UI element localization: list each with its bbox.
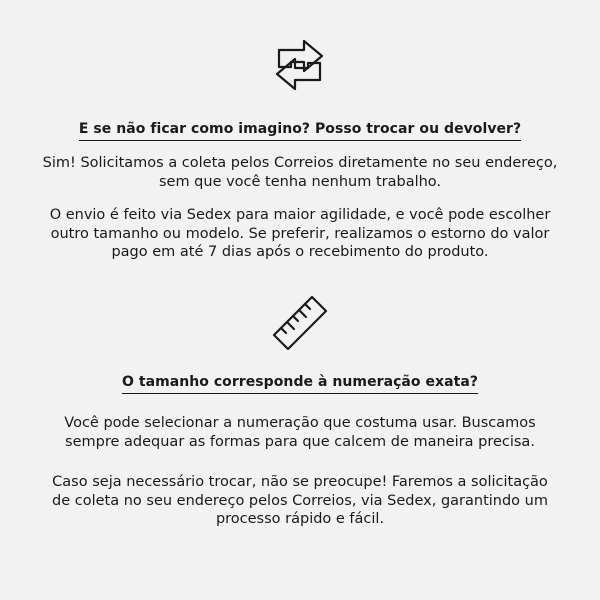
- paragraph-line: de coleta no seu endereço pelos Correios, via Sedex, garantindo um: [52, 492, 548, 509]
- question-text: O tamanho corresponde à numeração exata?: [122, 374, 478, 394]
- question-heading-exchange: [0, 121, 600, 141]
- paragraph-line: Sim! Solicitamos a coleta pelos Correios diretamente no seu endereço,: [42, 155, 558, 171]
- question-heading-size: [0, 374, 600, 394]
- answer-paragraph: [30, 206, 570, 262]
- paragraph-line: O envio é feito via Sedex para maior agilidade, e você pode escolher: [49, 207, 551, 223]
- answer-paragraph: [30, 154, 570, 191]
- paragraph-line: sempre adequar as formas para que calcem de maneira precisa.: [65, 433, 535, 450]
- question-text: E se não ficar como imagino? Posso trocar ou devolver?: [79, 121, 521, 141]
- answer-paragraph: [30, 414, 570, 451]
- paragraph-line: outro tamanho ou modelo. Se preferir, realizamos o estorno do valor: [50, 225, 550, 242]
- paragraph-line: processo rápido e fácil.: [215, 511, 385, 527]
- paragraph-line: sem que você tenha nenhum trabalho.: [158, 173, 442, 190]
- paragraph-line: Você pode selecionar a numeração que costuma usar. Buscamos: [64, 415, 536, 431]
- paragraph-line: Caso seja necessário trocar, não se preocupe! Faremos a solicitação: [52, 474, 548, 490]
- exchange-arrows-icon: [273, 36, 327, 94]
- answer-paragraph: [30, 473, 570, 529]
- paragraph-line: pago em até 7 dias após o recebimento do produto.: [111, 244, 489, 260]
- ruler-icon: [271, 294, 329, 350]
